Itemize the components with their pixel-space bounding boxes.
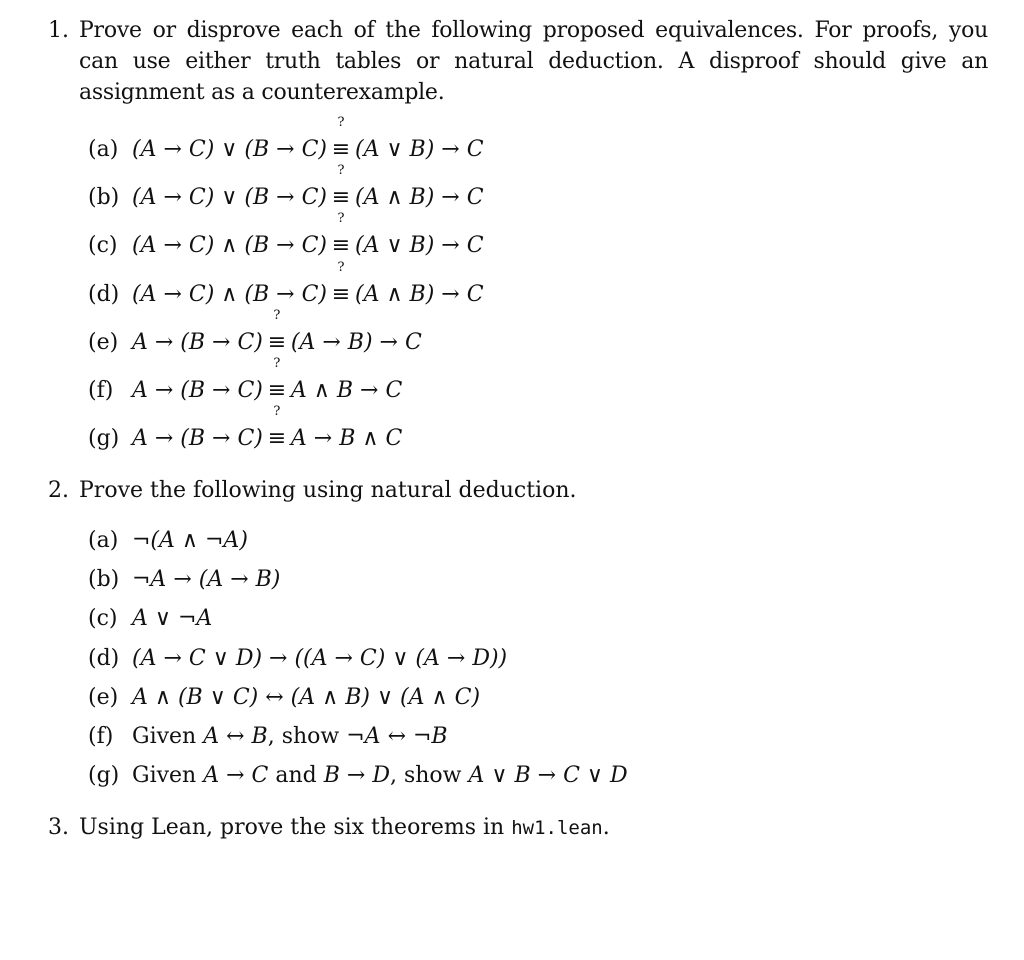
problem-2-text: Prove the following using natural deduction. <box>79 478 577 503</box>
problem-3-text-after: . <box>602 815 610 840</box>
equivalence-symbol: ? ≡ <box>267 404 287 451</box>
item-label: (g) <box>88 426 120 451</box>
item-expression: A ∨ ¬A <box>132 606 213 631</box>
and-word: and <box>275 763 317 788</box>
problem-3-text-before: Using Lean, prove the six theorems in <box>79 815 512 840</box>
item-label: (f) <box>88 724 114 749</box>
item-label: (d) <box>88 282 120 307</box>
show-expression: ¬A ↔ ¬B <box>346 724 448 749</box>
problem-2-item-e <box>88 681 480 715</box>
problem-2 <box>48 475 988 506</box>
equivalence-symbol: ? ≡ <box>267 308 287 355</box>
given-expression: A ↔ B <box>203 724 268 749</box>
item-label: (c) <box>88 606 118 631</box>
show-word: , show <box>389 763 462 788</box>
problem-2-item-g <box>88 759 628 793</box>
problem-1-item-e <box>88 308 422 360</box>
item-lhs: A → (B → C) <box>132 378 263 403</box>
item-label: (b) <box>88 185 120 210</box>
show-expression: A ∨ B → C ∨ D <box>468 763 628 788</box>
problem-1-item-b <box>88 163 484 215</box>
item-label: (a) <box>88 528 119 553</box>
item-lhs: (A → C) ∧ (B → C) <box>132 233 327 258</box>
item-lhs: A → (B → C) <box>132 330 263 355</box>
item-rhs: (A ∨ B) → C <box>354 233 484 258</box>
item-expression: (A → C ∨ D) → ((A → C) ∨ (A → D)) <box>132 646 508 671</box>
item-rhs: (A ∧ B) → C <box>354 282 484 307</box>
item-rhs: (A ∧ B) → C <box>354 185 484 210</box>
item-rhs: A → B ∧ C <box>290 426 403 451</box>
problem-1-item-g <box>88 404 403 456</box>
problem-2-item-d <box>88 642 507 676</box>
item-label: (e) <box>88 330 119 355</box>
item-lhs: (A → C) ∧ (B → C) <box>132 282 327 307</box>
problem-1 <box>48 15 988 108</box>
problem-2-item-b <box>88 563 280 597</box>
problem-2-number: 2. <box>48 478 69 503</box>
equivalence-symbol: ? ≡ <box>331 163 351 210</box>
item-label: (e) <box>88 685 119 710</box>
problem-3 <box>48 812 988 844</box>
problem-1-item-f <box>88 356 403 408</box>
given-expression: A → C <box>203 763 269 788</box>
equivalence-symbol: ? ≡ <box>331 211 351 258</box>
problem-3-number: 3. <box>48 815 69 840</box>
item-label: (g) <box>88 763 120 788</box>
item-rhs: (A → B) → C <box>290 330 422 355</box>
item-label: (d) <box>88 646 120 671</box>
item-rhs: (A ∨ B) → C <box>354 137 484 162</box>
equivalence-symbol: ? ≡ <box>331 115 351 162</box>
item-expression: ¬(A ∧ ¬A) <box>132 528 248 553</box>
given-expression-2: B → D <box>323 763 390 788</box>
item-lhs: (A → C) ∨ (B → C) <box>132 185 327 210</box>
lean-filename: hw1.lean <box>511 817 603 839</box>
problem-2-item-f <box>88 720 448 754</box>
item-rhs: A ∧ B → C <box>290 378 403 403</box>
item-lhs: (A → C) ∨ (B → C) <box>132 137 327 162</box>
show-word: , show <box>267 724 340 749</box>
problem-2-item-a <box>88 524 248 558</box>
item-label: (f) <box>88 378 114 403</box>
equivalence-symbol: ? ≡ <box>267 356 287 403</box>
problem-1-item-a <box>88 115 484 167</box>
item-label: (b) <box>88 567 120 592</box>
item-label: (a) <box>88 137 119 162</box>
problem-2-item-c <box>88 602 212 636</box>
given-word: Given <box>132 724 197 749</box>
given-word: Given <box>132 763 197 788</box>
problem-1-text: Prove or disprove each of the following proposed equivalences. For proofs, you can use either truth tables or natural deduction. A disproof should give an assignment as a counterexample. <box>79 18 988 105</box>
problem-1-item-c <box>88 211 484 263</box>
equivalence-symbol: ? ≡ <box>331 260 351 307</box>
item-lhs: A → (B → C) <box>132 426 263 451</box>
item-expression: A ∧ (B ∨ C) ↔ (A ∧ B) ∨ (A ∧ C) <box>132 685 481 710</box>
problem-1-item-d <box>88 260 484 312</box>
problem-1-number: 1. <box>48 18 69 43</box>
item-expression: ¬A → (A → B) <box>132 567 281 592</box>
item-label: (c) <box>88 233 118 258</box>
problem-3-text <box>79 812 988 844</box>
